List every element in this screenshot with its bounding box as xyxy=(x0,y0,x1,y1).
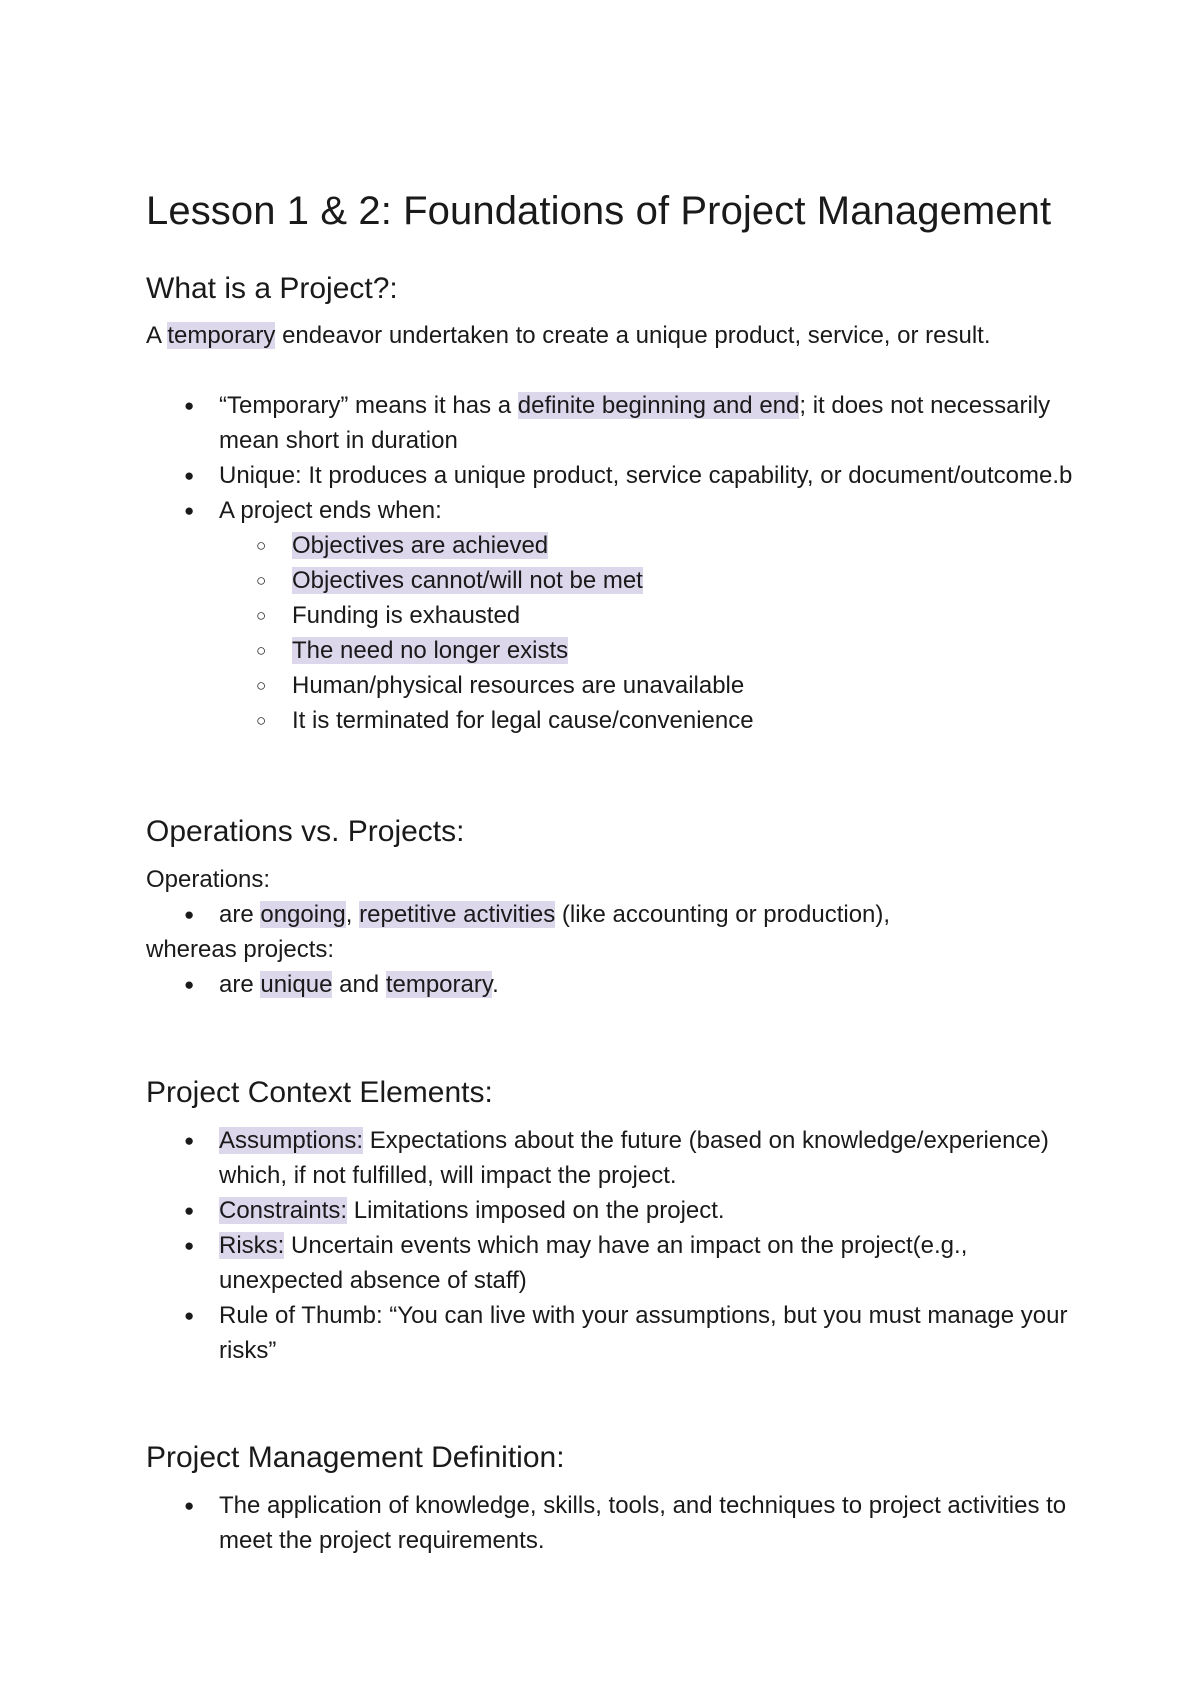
heading-project-context: Project Context Elements: xyxy=(146,1076,493,1109)
highlight-definite-beginning: definite beginning and end xyxy=(517,392,800,419)
list-item xyxy=(146,967,1076,1002)
text-run: Uncertain events which may have an impact on the project(e.g., unexpected absence of staff) xyxy=(219,1232,968,1294)
highlight-risks: Risks: xyxy=(219,1232,285,1259)
heading-pm-definition: Project Management Definition: xyxy=(146,1441,565,1474)
project-bullet-list xyxy=(146,388,1076,738)
heading-operations-vs-projects: Operations vs. Projects: xyxy=(146,815,465,848)
highlight-ongoing: ongoing xyxy=(260,901,346,928)
sub-list-item xyxy=(146,633,1076,668)
context-elements-list xyxy=(146,1123,1076,1368)
highlight-constraints: Constraints: xyxy=(219,1197,348,1224)
list-item xyxy=(146,1228,1076,1298)
text-run: . xyxy=(492,971,499,998)
highlight-temporary: temporary xyxy=(385,971,493,998)
list-item xyxy=(146,1123,1076,1193)
page-title: Lesson 1 & 2: Foundations of Project Management xyxy=(146,189,1052,233)
operations-list xyxy=(146,897,1076,932)
text-run: A xyxy=(146,322,168,349)
text-run: Limitations imposed on the project. xyxy=(347,1197,725,1224)
text-run: Expectations about the future (based on knowledge/experience) which, if not fulfilled, will impact the project. xyxy=(219,1127,1049,1189)
sub-list-item xyxy=(146,563,1076,598)
highlight-assumptions: Assumptions: xyxy=(219,1127,364,1154)
sub-list-item: ○ Funding is exhausted xyxy=(146,598,1076,633)
list-item: ● Unique: It produces a unique product, service capability, or document/outcome.b xyxy=(146,458,1076,493)
list-item: ● Rule of Thumb: “You can live with your assumptions, but you must manage your risks” xyxy=(146,1298,1076,1368)
list-item xyxy=(146,897,1076,932)
text-run: “Temporary” means it has a xyxy=(219,392,518,419)
project-definition xyxy=(146,318,1046,353)
highlight-repetitive: repetitive activities xyxy=(359,901,556,928)
highlight-temporary: temporary xyxy=(167,322,276,349)
text-run: (like accounting or production), xyxy=(555,901,891,928)
list-item: ● The application of knowledge, skills, tools, and techniques to project activities to meet the project requirements. xyxy=(146,1488,1076,1558)
highlight-text: Objectives are achieved xyxy=(292,532,549,559)
text-run: are xyxy=(219,901,261,928)
text-run: endeavor undertaken to create a unique product, service, or result. xyxy=(275,322,991,349)
sub-list-item: ○ Human/physical resources are unavailable xyxy=(146,668,1076,703)
list-item xyxy=(146,388,1076,458)
list-item xyxy=(146,1193,1076,1228)
text-run: , xyxy=(345,901,360,928)
highlight-text: The need no longer exists xyxy=(292,637,569,664)
list-item: ● A project ends when: xyxy=(146,493,1076,528)
heading-what-is-project: What is a Project?: xyxy=(146,272,398,305)
operations-label: Operations: xyxy=(146,866,271,893)
text-run: and xyxy=(332,971,386,998)
sub-list-item: ○ It is terminated for legal cause/convenience xyxy=(146,703,1076,738)
highlight-text: Objectives cannot/will not be met xyxy=(292,567,643,594)
projects-list xyxy=(146,967,1076,1002)
text-run: are xyxy=(219,971,261,998)
highlight-unique: unique xyxy=(260,971,333,998)
pm-definition-list xyxy=(146,1488,1076,1558)
text-run: ; it does not necessarily mean short in duration xyxy=(219,392,1051,454)
sub-list-item xyxy=(146,528,1076,563)
projects-label: whereas projects: xyxy=(146,936,335,963)
